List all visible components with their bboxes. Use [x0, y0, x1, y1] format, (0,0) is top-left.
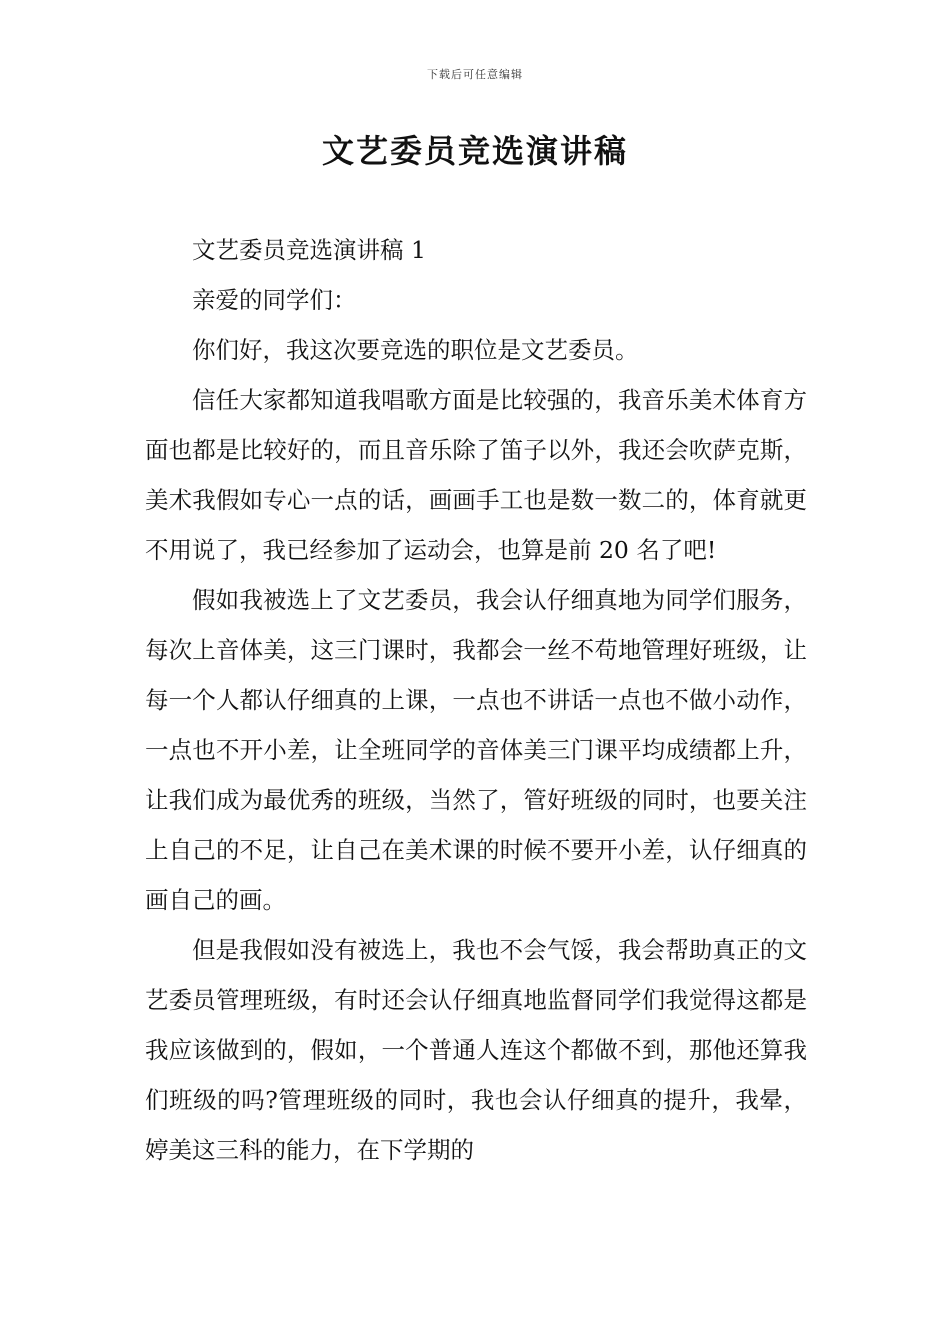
- paragraph-if-elected: 假如我被选上了文艺委员，我会认仔细真地为同学们服务，每次上音体美，这三门课时，我都会一丝不苟地管理好班级，让每一个人都认仔细真的上课，一点也不讲话一点也不做小动作，一点也不开小差，让全班同学的音体美三门课平均成绩都上升，让我们成为最优秀的班级，当然了，管好班级的同时，也要关注上自己的不足，让自己在美术课的时候不要开小差，认仔细真的画自己的画。: [145, 586, 807, 914]
- document-title: 文艺委员竞选演讲稿: [321, 132, 628, 170]
- document-body: [145, 225, 807, 1175]
- paragraph-if-not-elected: 但是我假如没有被选上，我也不会气馁，我会帮助真正的文艺委员管理班级，有时还会认仔细真地监督同学们我觉得这都是我应该做到的，假如，一个普通人连这个都做不到，那他还算我们班级的吗?管理班级的同时，我也会认仔细真的提升，我晕，婷美这三科的能力，在下学期的: [145, 936, 807, 1164]
- header-note: 下载后可任意编辑: [427, 68, 523, 81]
- paragraph-greeting: 亲爱的同学们：: [192, 286, 357, 314]
- paragraph-abilities: 信任大家都知道我唱歌方面是比较强的，我音乐美术体育方面也都是比较好的，而且音乐除了笛子以外，我还会吹萨克斯，美术我假如专心一点的话，画画手工也是数一数二的，体育就更不用说了，我已经参加了运动会，也算是前 20 名了吧!: [145, 386, 807, 564]
- paragraph-intro: 你们好，我这次要竞选的职位是文艺委员。: [192, 336, 639, 364]
- paragraph-subtitle: 文艺委员竞选演讲稿 1: [192, 236, 426, 264]
